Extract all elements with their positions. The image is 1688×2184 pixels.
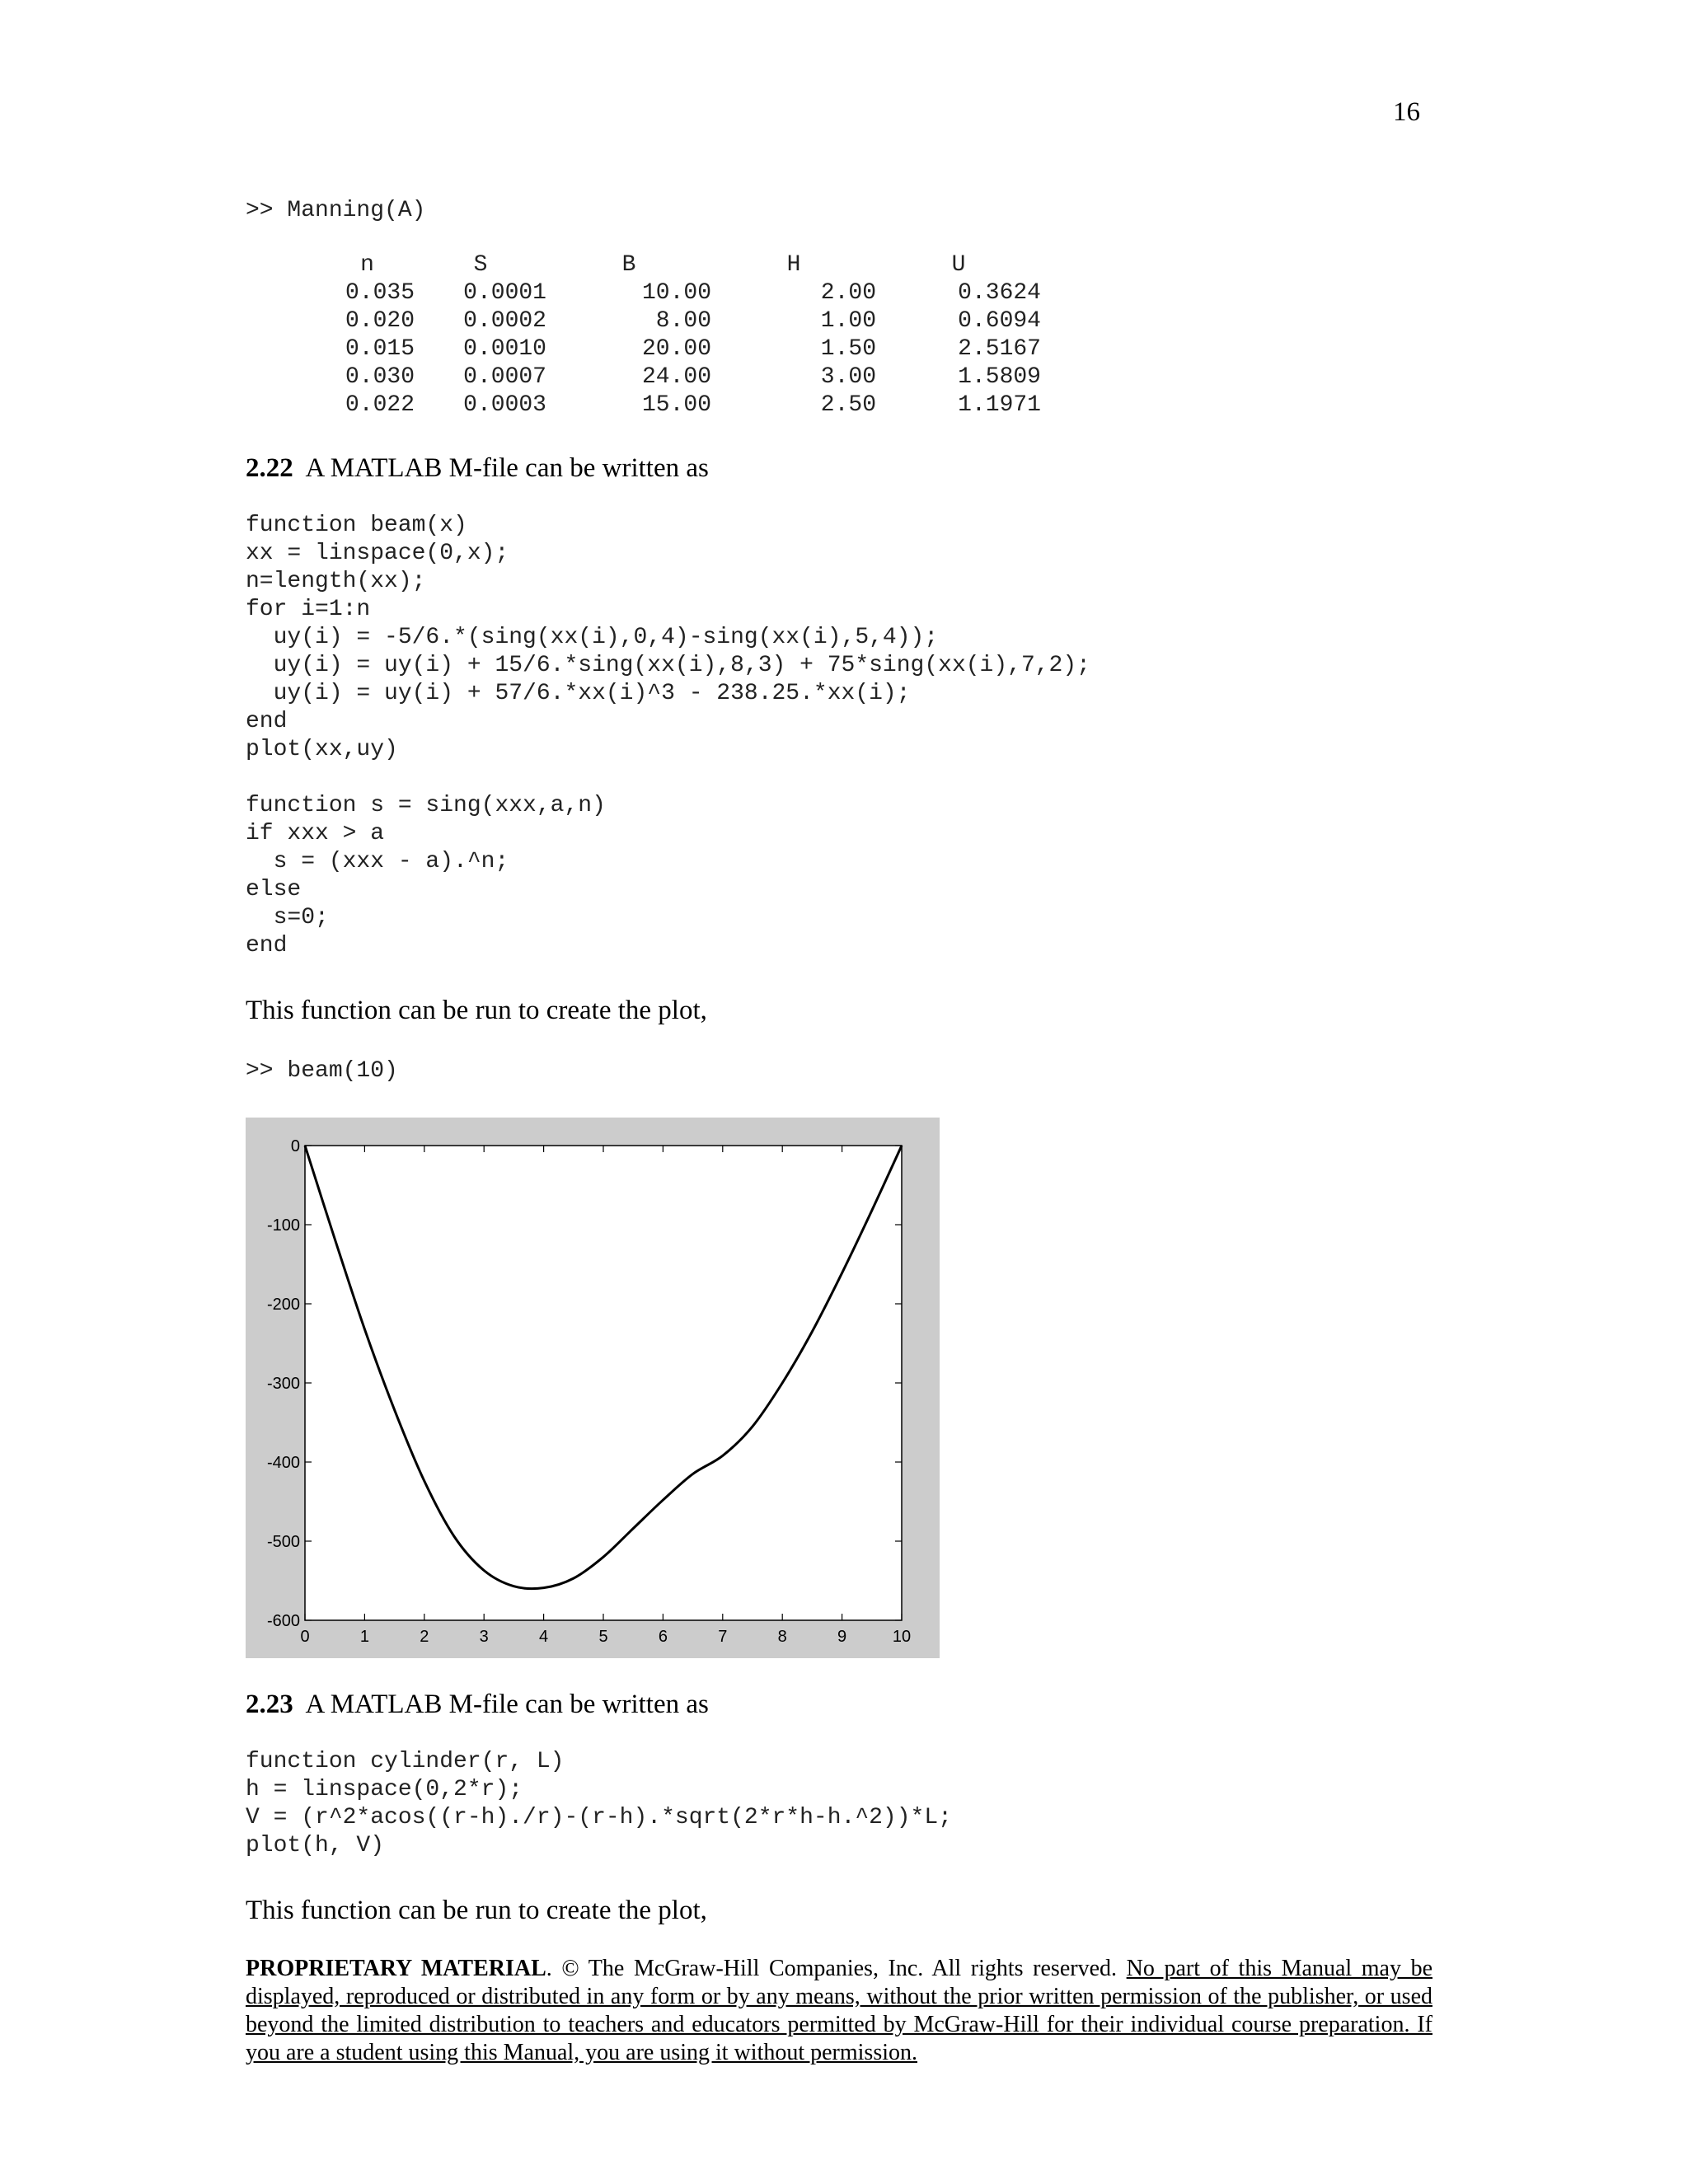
manning-prompt: >> Manning(A) — [246, 198, 426, 223]
code-line: uy(i) = uy(i) + 15/6.*sing(xx(i),8,3) + 75*sing(xx(i),7,2); — [246, 653, 1090, 678]
cell: 1.5809 — [958, 364, 1041, 390]
header-n: n — [360, 252, 374, 278]
code-line: plot(xx,uy) — [246, 737, 398, 762]
y-tick-label: -500 — [266, 1533, 300, 1551]
header-b: B — [621, 252, 636, 278]
cell: 20.00 — [641, 336, 711, 362]
section-number: 2.23 — [246, 1690, 293, 1719]
code-line: h = linspace(0,2*r); — [246, 1777, 523, 1802]
table-row — [320, 307, 1041, 335]
y-tick-label: -600 — [266, 1612, 300, 1630]
code-line: uy(i) = -5/6.*(sing(xx(i),0,4)-sing(xx(i),5,4)); — [246, 625, 939, 650]
table-header-row — [320, 251, 1041, 279]
y-tick-label: -300 — [266, 1375, 300, 1393]
code-line: s=0; — [246, 905, 329, 930]
section-number: 2.22 — [246, 453, 293, 483]
x-tick-label: 8 — [777, 1628, 787, 1646]
page-number: 16 — [1393, 97, 1420, 127]
code-line: for i=1:n — [246, 597, 371, 622]
x-tick-label: 6 — [658, 1628, 668, 1646]
run-text-2: This function can be run to create the plot, — [246, 1896, 707, 1925]
y-tick-label: 0 — [290, 1137, 300, 1155]
section-2-23-heading — [246, 1690, 709, 1720]
cell: 1.00 — [820, 308, 876, 334]
code-line: end — [246, 709, 288, 734]
cell: 0.035 — [345, 280, 415, 306]
plot-area — [305, 1146, 902, 1620]
code-line: plot(h, V) — [246, 1833, 385, 1858]
cell: 0.020 — [345, 308, 415, 334]
cell: 2.50 — [820, 392, 876, 418]
x-tick-label: 10 — [892, 1628, 912, 1646]
cell: 15.00 — [641, 392, 711, 418]
cell: 2.5167 — [958, 336, 1041, 362]
code-line: xx = linspace(0,x); — [246, 541, 509, 566]
cell: 0.0001 — [463, 280, 546, 306]
y-tick-label: -100 — [266, 1216, 300, 1235]
code-line: function cylinder(r, L) — [246, 1749, 565, 1774]
table-row — [320, 363, 1041, 391]
header-h: H — [786, 252, 801, 278]
cell: 24.00 — [641, 364, 711, 390]
code-line: s = (xxx - a).^n; — [246, 849, 509, 874]
code-line: if xxx > a — [246, 821, 385, 846]
x-tick-label: 4 — [539, 1628, 549, 1646]
cell: 0.0002 — [463, 308, 546, 334]
code-line: V = (r^2*acos((r-h)./r)-(r-h).*sqrt(2*r*h-h.^2))*L; — [246, 1805, 952, 1830]
code-line: uy(i) = uy(i) + 57/6.*xx(i)^3 - 238.25.*xx(i); — [246, 681, 911, 706]
code-line: function beam(x) — [246, 513, 467, 538]
table-row — [320, 391, 1041, 419]
cell: 10.00 — [641, 280, 711, 306]
beam-plot — [246, 1118, 940, 1658]
x-tick-label: 0 — [300, 1628, 310, 1646]
cell: 1.1971 — [958, 392, 1041, 418]
cell: 0.030 — [345, 364, 415, 390]
footer-bold: PROPRIETARY MATERIAL — [246, 1956, 546, 1981]
x-tick-label: 3 — [479, 1628, 489, 1646]
x-tick-label: 1 — [359, 1628, 369, 1646]
manning-table — [320, 251, 1041, 419]
cell: 0.0003 — [463, 392, 546, 418]
cell: 3.00 — [820, 364, 876, 390]
cell: 0.3624 — [958, 280, 1041, 306]
header-s: S — [473, 252, 488, 278]
code-line: n=length(xx); — [246, 569, 426, 594]
code-line: function s = sing(xxx,a,n) — [246, 793, 606, 818]
copyright-footer — [246, 1955, 1432, 2067]
x-tick-label: 9 — [837, 1628, 847, 1646]
run-text-1: This function can be run to create the plot, — [246, 996, 707, 1025]
cell: 0.0007 — [463, 364, 546, 390]
section-2-22-heading — [246, 453, 709, 484]
table-row — [320, 335, 1041, 363]
code-line: end — [246, 933, 288, 958]
cell: 2.00 — [820, 280, 876, 306]
x-tick-label: 2 — [420, 1628, 429, 1646]
cell: 1.50 — [820, 336, 876, 362]
beam-plot-figure — [246, 1118, 940, 1658]
beam-prompt: >> beam(10) — [246, 1058, 398, 1084]
cell: 0.022 — [345, 392, 415, 418]
header-u: U — [951, 252, 966, 278]
table-row — [320, 279, 1041, 307]
section-text: A MATLAB M-file can be written as — [305, 1690, 709, 1719]
y-tick-label: -400 — [266, 1454, 300, 1472]
footer-underlined: No part of this Manual may be displayed, reproduced or distributed in any form or by any means, without the prior written permission of the publisher, or used beyond the limited distribution to teachers and educators permitted by McGraw-Hill for their individual course preparation. If you are a student using this Manual, you are using it without permission. — [246, 1956, 1433, 2065]
cell: 0.6094 — [958, 308, 1041, 334]
cell: 0.015 — [345, 336, 415, 362]
footer-plain: . © The McGraw-Hill Companies, Inc. All rights reserved. — [546, 1956, 1127, 1981]
x-tick-label: 5 — [598, 1628, 608, 1646]
section-text: A MATLAB M-file can be written as — [305, 453, 709, 483]
code-line: else — [246, 877, 302, 902]
cell: 8.00 — [655, 308, 711, 334]
y-tick-label: -200 — [266, 1296, 300, 1314]
x-tick-label: 7 — [718, 1628, 728, 1646]
cell: 0.0010 — [463, 336, 546, 362]
